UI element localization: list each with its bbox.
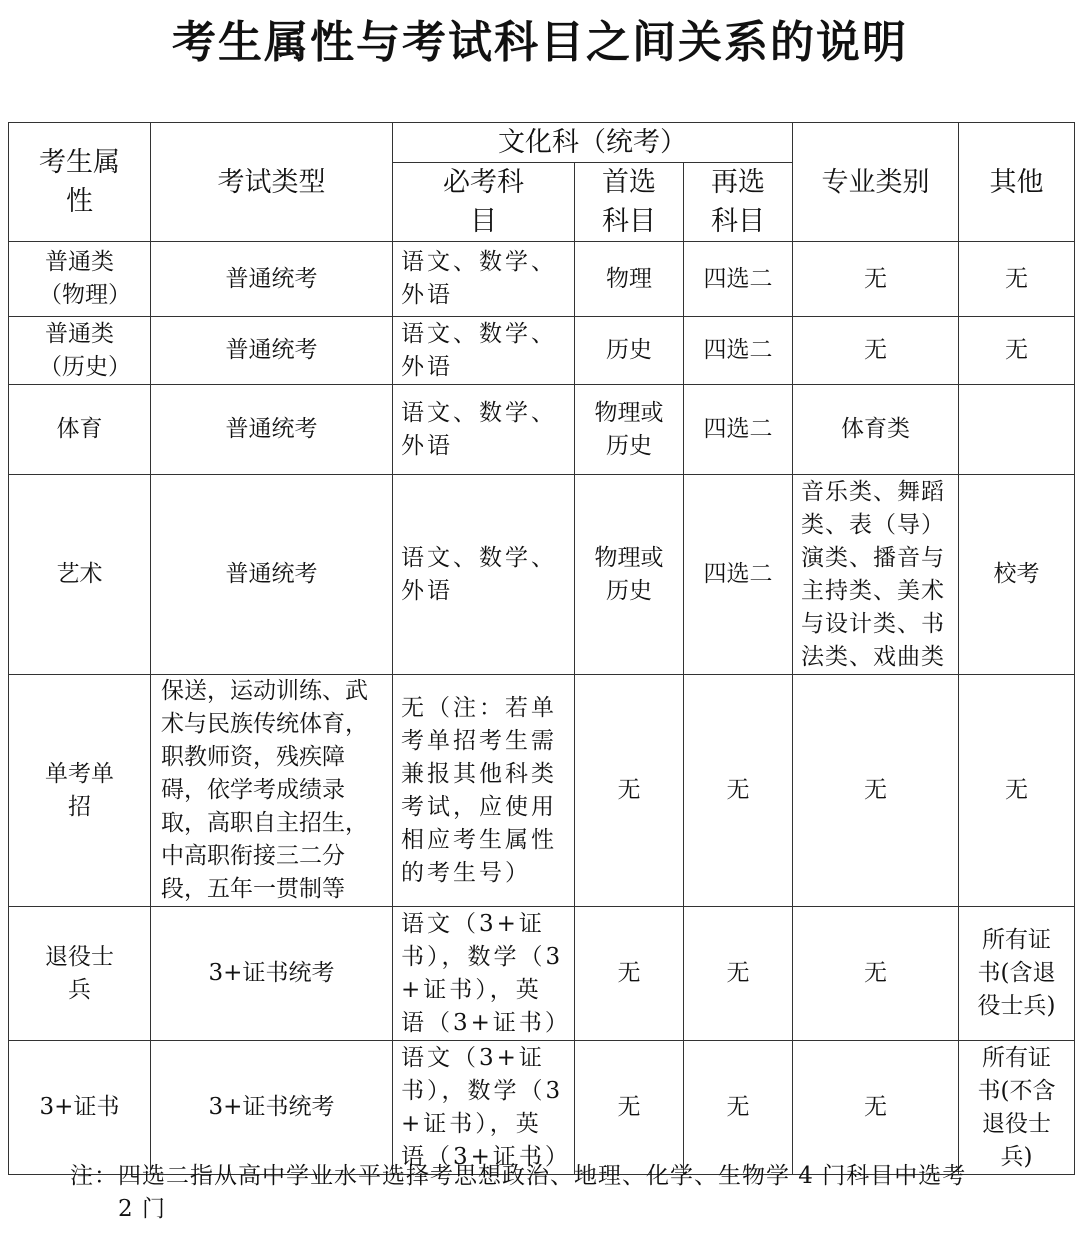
cell-first-choice: 物理或历史 xyxy=(575,385,684,475)
cell-first-choice: 历史 xyxy=(575,317,684,385)
header-exam-type: 考试类型 xyxy=(151,123,393,242)
cell-other: 无 xyxy=(959,675,1075,907)
table-row xyxy=(9,317,1075,385)
cell-major: 体育类 xyxy=(793,385,959,475)
cell-required: 语文（3+证书），数学（3+证书），英语（3+证书） xyxy=(393,907,575,1041)
cell-required: 语文（3+证书），数学（3+证书），英语（3+证书） xyxy=(393,1041,575,1175)
cell-exam-type: 3+证书统考 xyxy=(151,1041,393,1175)
footnote-line: 2 门 xyxy=(118,1196,166,1222)
footnote-line: 注：四选二指从高中学业水平选择考思想政治、地理、化学、生物学 4 门科目中选考 xyxy=(70,1163,967,1189)
cell-exam-type: 普通统考 xyxy=(151,475,393,675)
header-culture-group: 文化科（统考） xyxy=(393,123,793,163)
cell-other: 所有证书(不含退役士兵) xyxy=(959,1041,1075,1175)
header-reselect: 再选科目 xyxy=(684,163,793,242)
cell-other xyxy=(959,385,1075,475)
cell-reselect: 四选二 xyxy=(684,317,793,385)
cell-other: 校考 xyxy=(959,475,1075,675)
cell-exam-type: 普通统考 xyxy=(151,242,393,317)
cell-attr: 艺术 xyxy=(9,475,151,675)
header-required: 必考科目 xyxy=(393,163,575,242)
cell-required: 无（注：若单考单招考生需兼报其他科类考试，应使用相应考生属性的考生号） xyxy=(393,675,575,907)
cell-exam-type: 保送，运动训练、武术与民族传统体育，职教师资，残疾障碍，依学考成绩录取，高职自主招生，中高职衔接三二分段，五年一贯制等 xyxy=(151,675,393,907)
table-row xyxy=(9,475,1075,675)
header-major: 专业类别 xyxy=(793,123,959,242)
cell-reselect: 四选二 xyxy=(684,242,793,317)
cell-other: 无 xyxy=(959,242,1075,317)
cell-major: 无 xyxy=(793,317,959,385)
table-row xyxy=(9,385,1075,475)
header-first-choice: 首选科目 xyxy=(575,163,684,242)
cell-required: 语文、数学、外语 xyxy=(393,242,575,317)
footnote xyxy=(70,1160,966,1226)
cell-required: 语文、数学、外语 xyxy=(393,475,575,675)
page-title: 考生属性与考试科目之间关系的说明 xyxy=(172,17,908,68)
cell-reselect: 四选二 xyxy=(684,385,793,475)
cell-attr: 普通类（物理） xyxy=(9,242,151,317)
cell-exam-type: 3+证书统考 xyxy=(151,907,393,1041)
cell-major: 无 xyxy=(793,675,959,907)
cell-first-choice: 物理或历史 xyxy=(575,475,684,675)
cell-attr: 体育 xyxy=(9,385,151,475)
cell-attr: 普通类（历史） xyxy=(9,317,151,385)
cell-first-choice: 无 xyxy=(575,907,684,1041)
cell-major: 无 xyxy=(793,1041,959,1175)
cell-exam-type: 普通统考 xyxy=(151,385,393,475)
cell-reselect: 无 xyxy=(684,1041,793,1175)
table-row xyxy=(9,675,1075,907)
table-row xyxy=(9,907,1075,1041)
cell-required: 语文、数学、外语 xyxy=(393,385,575,475)
cell-major: 无 xyxy=(793,242,959,317)
cell-attr: 3+证书 xyxy=(9,1041,151,1175)
cell-reselect: 四选二 xyxy=(684,475,793,675)
cell-other: 所有证书(含退役士兵) xyxy=(959,907,1075,1041)
header-other: 其他 xyxy=(959,123,1075,242)
cell-reselect: 无 xyxy=(684,907,793,1041)
cell-first-choice: 无 xyxy=(575,1041,684,1175)
cell-reselect: 无 xyxy=(684,675,793,907)
cell-major: 音乐类、舞蹈类、表（导）演类、播音与主持类、美术与设计类、书法类、戏曲类 xyxy=(793,475,959,675)
cell-attr: 退役士兵 xyxy=(9,907,151,1041)
cell-exam-type: 普通统考 xyxy=(151,317,393,385)
cell-required: 语文、数学、外语 xyxy=(393,317,575,385)
cell-major: 无 xyxy=(793,907,959,1041)
table-row xyxy=(9,242,1075,317)
cell-other: 无 xyxy=(959,317,1075,385)
exam-relation-table xyxy=(8,122,1075,1175)
table-row xyxy=(9,1041,1075,1175)
cell-attr: 单考单招 xyxy=(9,675,151,907)
header-attr: 考生属性 xyxy=(9,123,151,242)
cell-first-choice: 物理 xyxy=(575,242,684,317)
cell-first-choice: 无 xyxy=(575,675,684,907)
